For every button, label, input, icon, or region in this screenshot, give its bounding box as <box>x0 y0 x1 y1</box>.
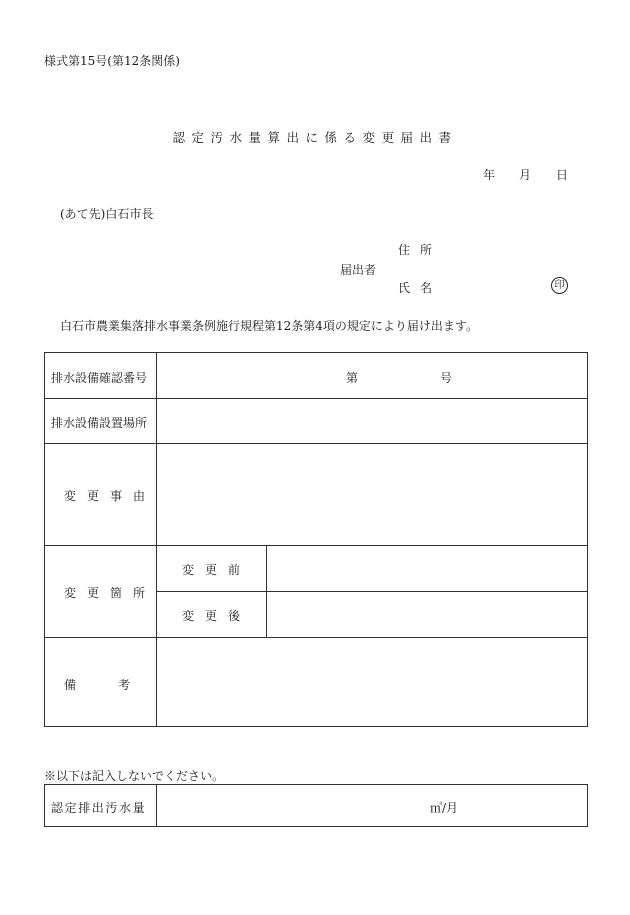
office-use-note: ※以下は記入しないでください。 <box>44 769 225 783</box>
location-field[interactable] <box>158 399 586 442</box>
before-field[interactable] <box>268 546 586 590</box>
change-reason-field[interactable] <box>158 444 586 544</box>
after-field[interactable] <box>268 592 586 636</box>
applicant-label: 届出者 <box>340 263 377 277</box>
change-items-label: 変更箇所 <box>64 586 157 600</box>
form-number: 様式第15号(第12条関係) <box>44 54 180 68</box>
location-label: 排水設備設置場所 <box>51 416 148 430</box>
confirm-number-label: 排水設備確認番号 <box>51 371 148 385</box>
sub-column-divider <box>266 545 267 637</box>
volume-column-divider <box>156 785 157 826</box>
volume-label: 認定排出汚水量 <box>51 801 147 815</box>
seal-mark: 印 <box>551 277 568 294</box>
number-suffix[interactable]: 号 <box>440 371 453 385</box>
addressee: (あて先)白石市長 <box>60 207 154 221</box>
unit-per-month: /月 <box>442 801 459 815</box>
number-prefix: 第 <box>346 371 359 385</box>
volume-table <box>44 784 588 827</box>
date-month-label: 月 <box>519 168 532 182</box>
volume-unit <box>430 799 458 816</box>
before-label: 変更前 <box>182 563 252 577</box>
main-form-table <box>44 352 588 727</box>
change-reason-label: 変更事由 <box>64 489 157 503</box>
label-column-divider <box>156 353 157 726</box>
date-day-label: 日 <box>556 168 569 182</box>
statement-text: 白石市農業集落排水事業条例施行規程第12条第4項の規定により届け出ます。 <box>60 319 478 333</box>
name-label: 氏名 <box>398 281 443 295</box>
remarks-label: 備考 <box>64 678 173 692</box>
unit-cubic-meter: ㎥ <box>430 801 443 815</box>
document-title: 認定汚水量算出に係る変更届出書 <box>172 130 458 145</box>
address-label: 住所 <box>398 243 443 257</box>
remarks-field[interactable] <box>158 638 586 725</box>
after-label: 変更後 <box>182 609 252 623</box>
date-year-label: 年 <box>483 168 496 182</box>
